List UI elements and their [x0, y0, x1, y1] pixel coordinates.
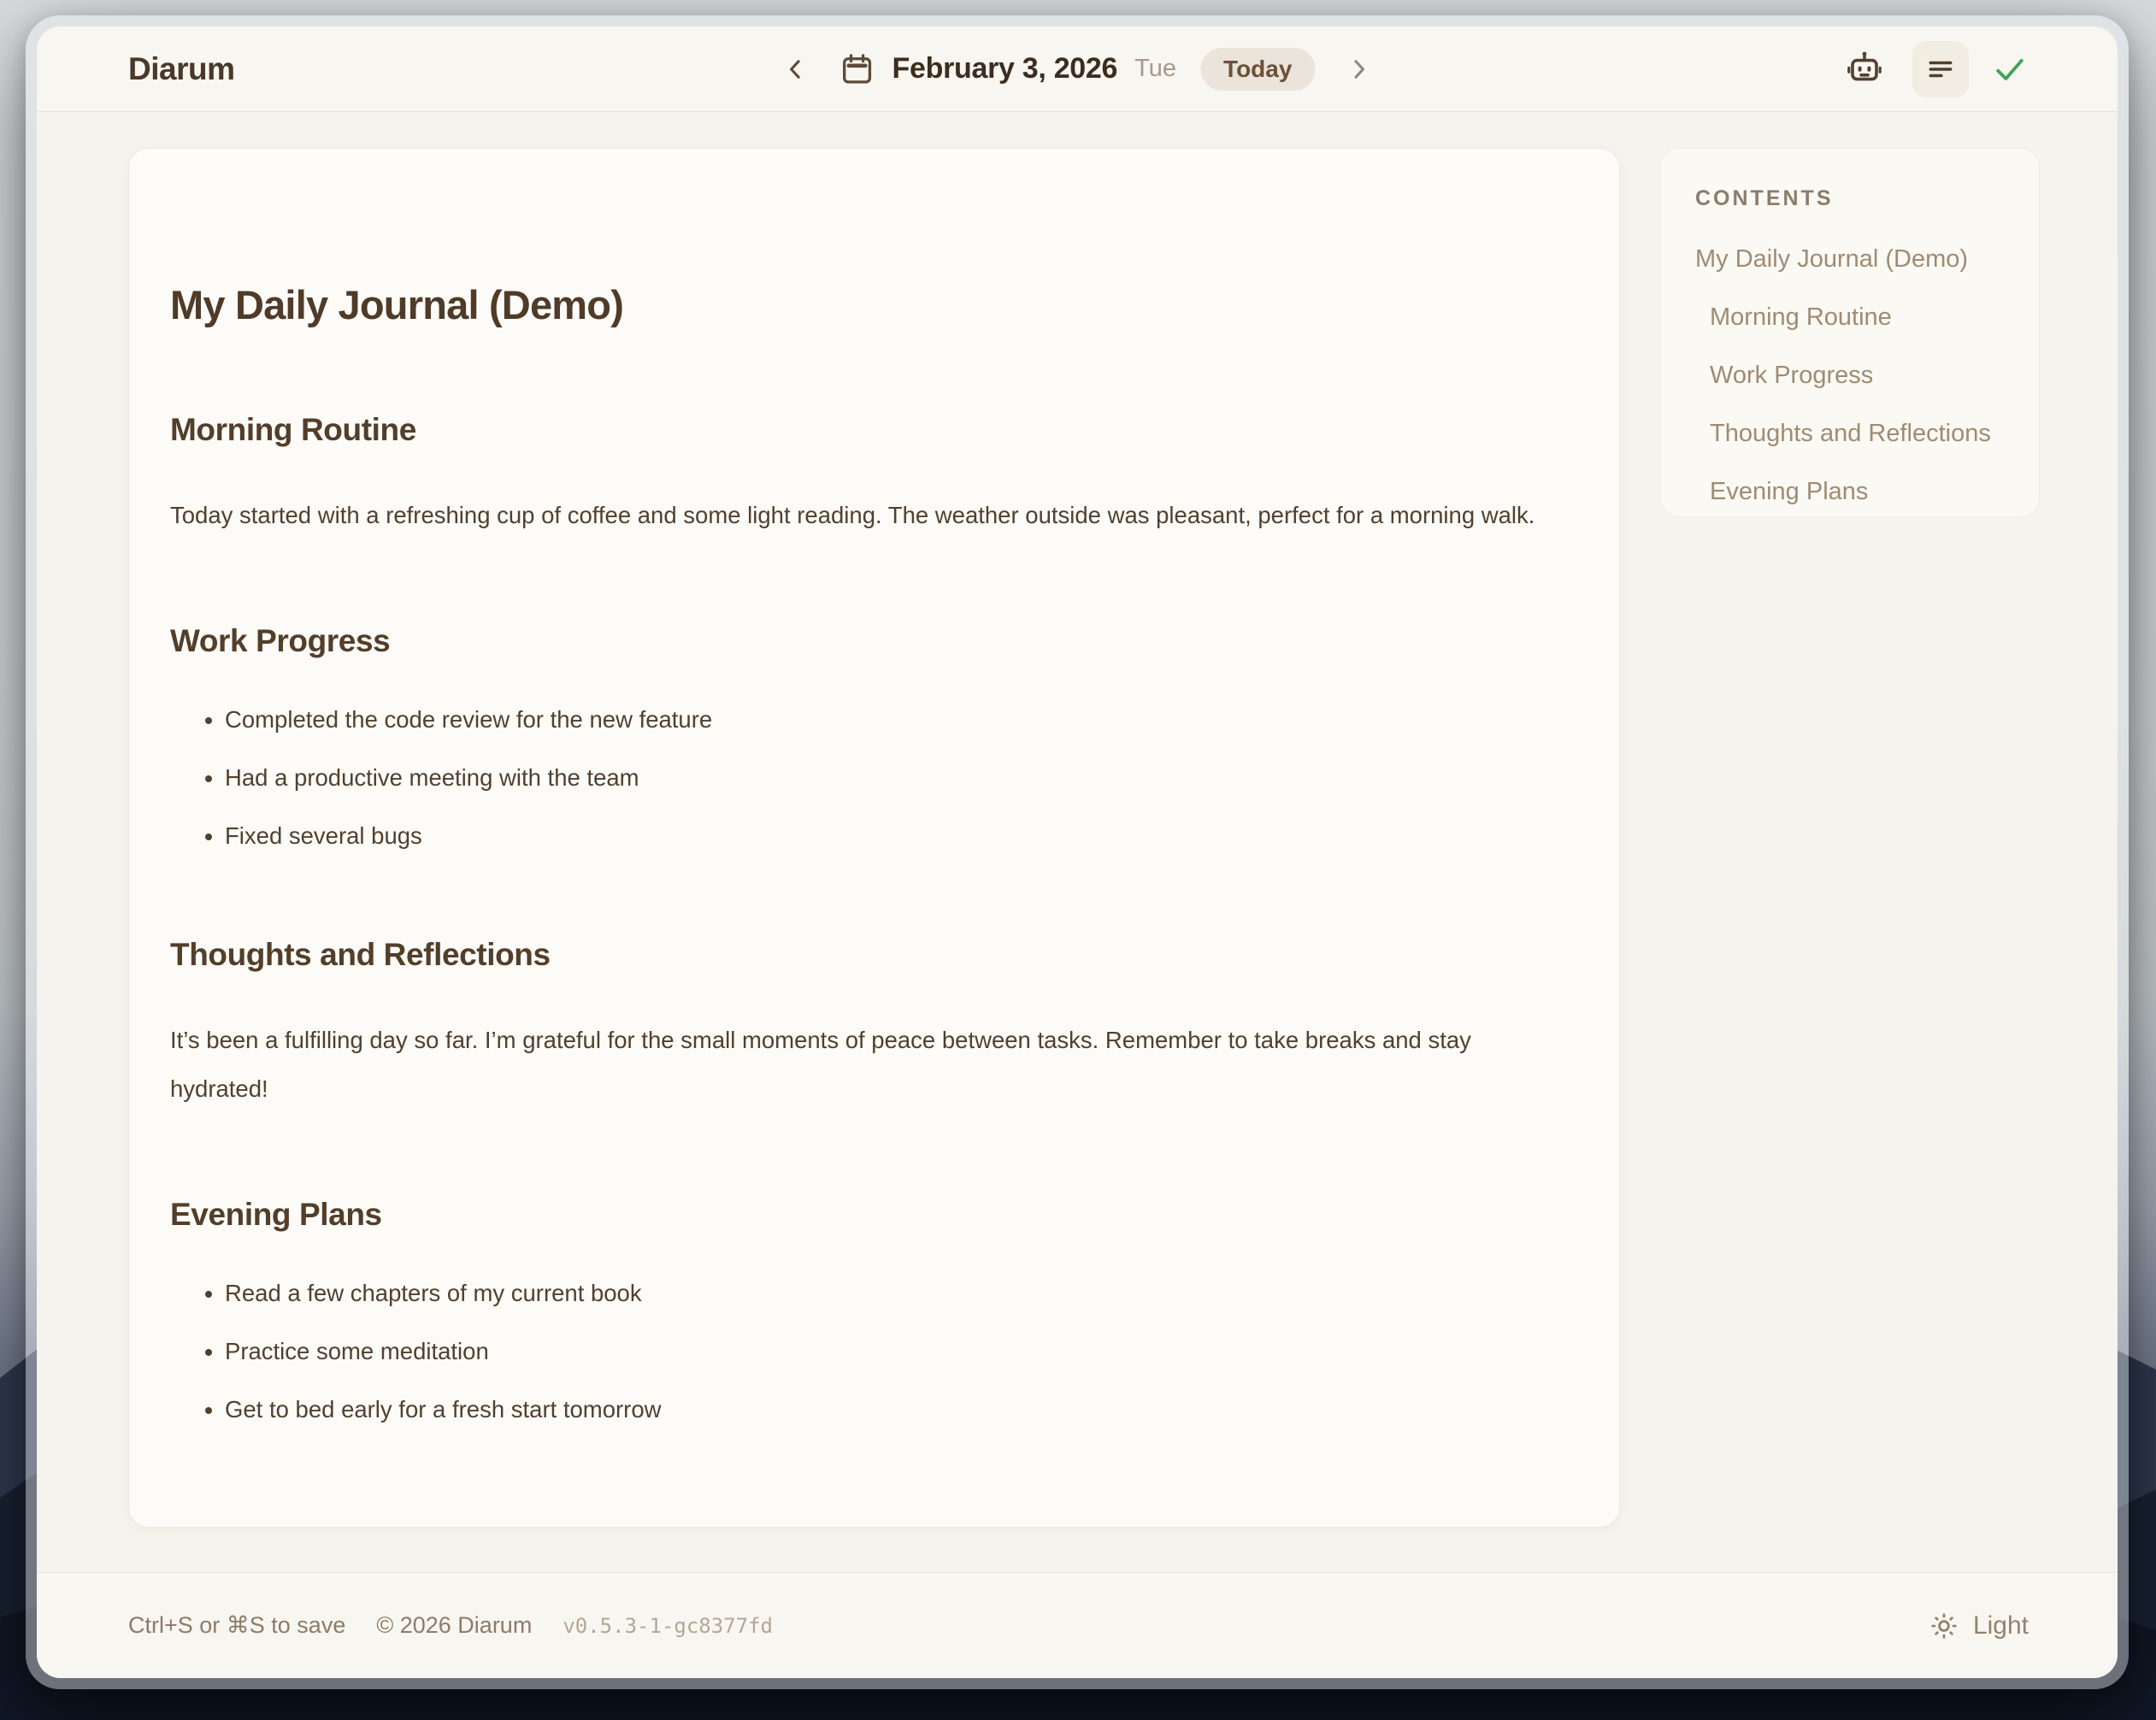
section-heading: Morning Routine: [170, 412, 416, 447]
toc-toggle-button[interactable]: [1912, 41, 1969, 97]
footer-bar: [37, 1572, 2118, 1678]
saved-check-icon: [1991, 50, 2029, 88]
journal-editor[interactable]: [128, 148, 1620, 1528]
journal-title: My Daily Journal (Demo): [170, 282, 624, 327]
app-title: Diarum: [128, 50, 235, 86]
toc-item-work-progress[interactable]: Work Progress: [1710, 362, 1874, 389]
current-date: February 3, 2026: [892, 52, 1118, 85]
assistant-button[interactable]: [1839, 44, 1890, 95]
current-weekday: Tue: [1134, 55, 1177, 82]
save-shortcut-hint: Ctrl+S or ⌘S to save: [128, 1612, 346, 1638]
diarum-app: [37, 27, 2118, 1678]
date-navigation: [776, 48, 1379, 91]
calendar-icon: [839, 51, 875, 87]
section-paragraph: Today started with a refreshing cup of coffee and some light reading. The weather outside was pleasant, perfect for a morning walk.: [170, 502, 1535, 528]
list-item: • Fixed several bugs: [225, 818, 1559, 853]
main-area: [37, 112, 2118, 1572]
list-item: • Practice some meditation: [225, 1334, 1559, 1369]
list-item: • Completed the code review for the new feature: [225, 702, 1559, 737]
next-day-button[interactable]: [1339, 50, 1378, 89]
section-heading: Thoughts and Reflections: [170, 937, 551, 972]
toc-item-thoughts-reflections[interactable]: Thoughts and Reflections: [1710, 420, 1991, 447]
footer-info: [128, 1612, 773, 1639]
list-item: • Had a productive meeting with the team: [225, 760, 1559, 795]
app-window: [26, 15, 2129, 1689]
toc-item-morning-routine[interactable]: Morning Routine: [1710, 303, 1892, 331]
previous-day-button[interactable]: [776, 50, 816, 89]
contents-panel: [1660, 148, 2040, 517]
list-item: • Read a few chapters of my current book: [225, 1275, 1559, 1311]
toc-item-journal-title[interactable]: My Daily Journal (Demo): [1695, 245, 1969, 273]
today-button[interactable]: Today: [1200, 48, 1315, 91]
section-list: [170, 702, 1559, 853]
align-left-icon: [1923, 52, 1958, 86]
header-bar: [37, 27, 2118, 112]
section-paragraph: It’s been a fulfilling day so far. I’m grateful for the small moments of peace between tasks. Remember to take breaks and stay hydrated!: [170, 1027, 1471, 1102]
robot-icon: [1844, 49, 1885, 90]
header-actions: [1839, 41, 2029, 97]
version-text: v0.5.3-1-gc8377fd: [563, 1614, 773, 1638]
copyright-text: © 2026 Diarum: [376, 1612, 533, 1638]
section-list: [170, 1275, 1559, 1427]
section-heading: Work Progress: [170, 623, 391, 658]
chevron-left-icon: [781, 55, 810, 84]
list-item: • Get to bed early for a fresh start tomorrow: [225, 1392, 1559, 1427]
section-heading: Evening Plans: [170, 1197, 382, 1232]
contents-title: CONTENTS: [1695, 186, 1834, 210]
toc-item-evening-plans[interactable]: Evening Plans: [1710, 478, 1869, 505]
chevron-right-icon: [1344, 55, 1373, 84]
sun-icon: [1929, 1611, 1959, 1641]
theme-toggle-button[interactable]: [1929, 1611, 2029, 1641]
date-picker[interactable]: [839, 51, 1177, 87]
theme-label: Light: [1972, 1611, 2029, 1640]
